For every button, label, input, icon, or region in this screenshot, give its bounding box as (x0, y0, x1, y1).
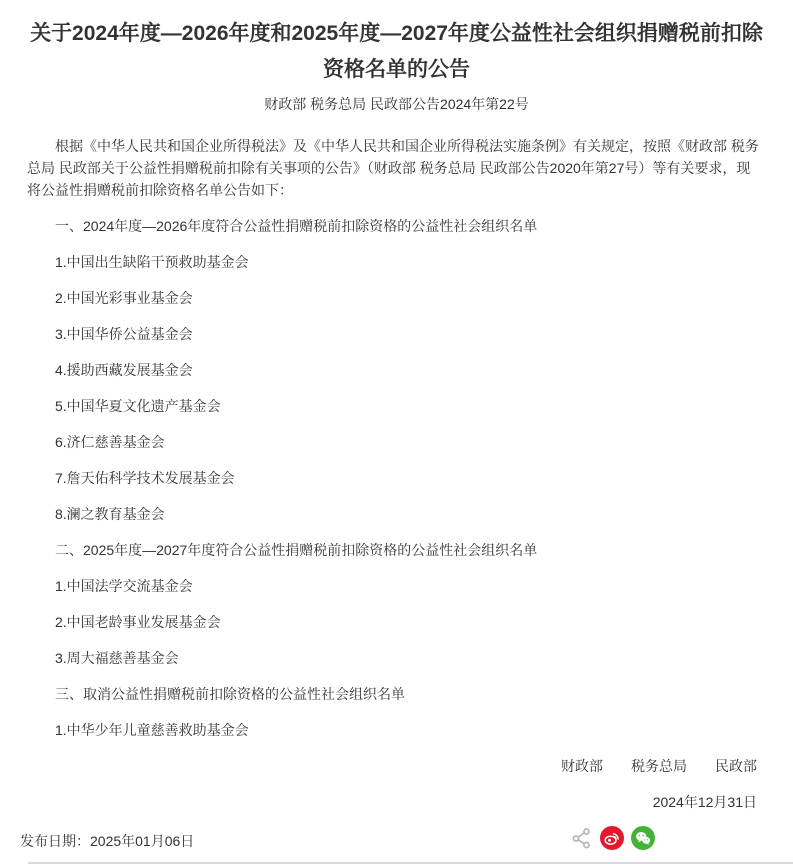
share-button-group (571, 826, 655, 850)
list-item: 1.中国法学交流基金会 (55, 578, 193, 594)
weibo-icon[interactable] (600, 826, 624, 850)
list-item: 5.中国华夏文化遗产基金会 (55, 398, 221, 414)
sign-date: 2024年12月31日 (652, 794, 757, 810)
signature: 财政部 税务总局 民政部 (561, 758, 757, 774)
doc-body (0, 135, 793, 813)
publish-date: 发布日期：2025年01月06日 (20, 833, 195, 849)
list-item: 4.援助西藏发展基金会 (55, 362, 193, 378)
doc-number: 财政部 税务总局 民政部公告2024年第22号 (264, 96, 529, 112)
list-item: 2.中国老龄事业发展基金会 (55, 614, 221, 630)
list-item: 3.中国华侨公益基金会 (55, 326, 193, 342)
list-item: 7.詹天佑科学技术发展基金会 (55, 470, 235, 486)
section-heading: 一、2024年度—2026年度符合公益性捐赠税前扣除资格的公益性社会组织名单 (55, 218, 538, 234)
list-item: 3.周大福慈善基金会 (55, 650, 179, 666)
wechat-icon[interactable] (631, 826, 655, 850)
section-heading: 二、2025年度—2027年度符合公益性捐赠税前扣除资格的公益性社会组织名单 (55, 542, 538, 558)
list-item: 2.中国光彩事业基金会 (55, 290, 193, 306)
list-item: 1.中华少年儿童慈善救助基金会 (55, 722, 249, 738)
list-item: 1.中国出生缺陷干预救助基金会 (55, 254, 249, 270)
list-item: 8.澜之教育基金会 (55, 506, 165, 522)
footer-bar (0, 824, 793, 864)
list-item: 6.济仁慈善基金会 (55, 434, 165, 450)
section-heading: 三、取消公益性捐赠税前扣除资格的公益性社会组织名单 (55, 686, 405, 702)
page-title: 关于2024年度—2026年度和2025年度—2027年度公益性社会组织捐赠税前扣除资格名单的公告 (30, 22, 763, 81)
share-icon[interactable] (571, 827, 593, 849)
intro-paragraph: 根据《中华人民共和国企业所得税法》及《中华人民共和国企业所得税法实施条例》有关规定，按照《财政部 税务总局 民政部关于公益性捐赠税前扣除有关事项的公告》（财政部 税务总局 民政部公告2020年第27号）等有关要求，现将公益性捐赠税前扣除资格名单公告如下： (27, 138, 759, 198)
